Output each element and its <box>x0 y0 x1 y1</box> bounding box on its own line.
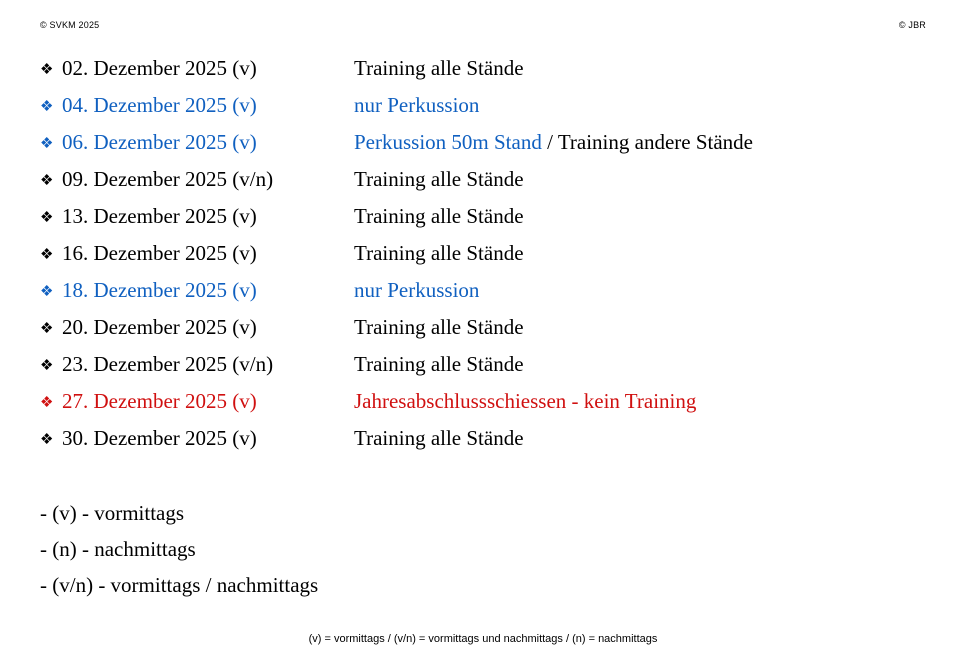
copyright-right: © JBR <box>898 20 926 30</box>
schedule-date: 23. Dezember 2025 (v/n) <box>62 352 274 376</box>
schedule-row <box>40 161 930 198</box>
schedule-description <box>354 309 930 346</box>
bullet-icon: ❖ <box>40 395 54 411</box>
description-segment: Training alle Stände <box>354 426 524 450</box>
description-segment: Training alle Stände <box>354 204 524 228</box>
description-segment: Training alle Stände <box>354 315 524 339</box>
schedule-row <box>40 50 930 87</box>
page-header <box>0 20 966 36</box>
bullet-icon: ❖ <box>40 173 54 189</box>
bullet-icon: ❖ <box>40 99 54 115</box>
legend-line: - (v) - vormittags <box>40 501 185 525</box>
footer-note: (v) = vormittags / (v/n) = vormittags und nachmittags / (n) = nachmittags <box>308 633 658 645</box>
schedule-row <box>40 198 930 235</box>
bullet-icon: ❖ <box>40 284 54 300</box>
bullet-icon: ❖ <box>40 210 54 226</box>
schedule-date: 16. Dezember 2025 (v) <box>62 241 257 265</box>
description-segment: Training alle Stände <box>354 241 524 265</box>
bullet-icon: ❖ <box>40 432 54 448</box>
schedule-date: 30. Dezember 2025 (v) <box>62 426 257 450</box>
schedule-date: 18. Dezember 2025 (v) <box>62 278 257 302</box>
schedule-date: 04. Dezember 2025 (v) <box>62 93 257 117</box>
schedule-description <box>354 346 930 383</box>
description-segment: nur Perkussion <box>354 93 480 117</box>
schedule-description <box>354 124 930 161</box>
description-segment: Training andere Stände <box>557 130 753 154</box>
description-segment: nur Perkussion <box>354 278 480 302</box>
schedule-date: 06. Dezember 2025 (v) <box>62 130 257 154</box>
bullet-icon: ❖ <box>40 321 54 337</box>
legend-line: - (v/n) - vormittags / nachmittags <box>40 573 319 597</box>
schedule-row <box>40 346 930 383</box>
schedule-description <box>354 50 930 87</box>
schedule-date: 20. Dezember 2025 (v) <box>62 315 257 339</box>
schedule-row <box>40 420 930 457</box>
schedule-row <box>40 272 930 309</box>
description-segment: Training alle Stände <box>354 352 524 376</box>
schedule-row <box>40 87 930 124</box>
schedule-description <box>354 383 930 420</box>
schedule-row <box>40 383 930 420</box>
schedule-date: 02. Dezember 2025 (v) <box>62 56 257 80</box>
schedule-date: 09. Dezember 2025 (v/n) <box>62 167 274 191</box>
schedule-list <box>40 50 930 457</box>
schedule-description <box>354 87 930 124</box>
description-segment: Training alle Stände <box>354 167 524 191</box>
copyright-left: © SVKM 2025 <box>40 20 100 30</box>
schedule-description <box>354 235 930 272</box>
schedule-description <box>354 272 930 309</box>
schedule-description <box>354 420 930 457</box>
schedule-description <box>354 161 930 198</box>
schedule-date: 13. Dezember 2025 (v) <box>62 204 257 228</box>
schedule-description <box>354 198 930 235</box>
legend-block <box>40 495 640 603</box>
bullet-icon: ❖ <box>40 358 54 374</box>
description-segment: / <box>541 130 558 154</box>
bullet-icon: ❖ <box>40 136 54 152</box>
description-segment: Perkussion 50m Stand <box>354 130 542 154</box>
legend-line: - (n) - nachmittags <box>40 537 196 561</box>
schedule-row <box>40 309 930 346</box>
description-segment: Training alle Stände <box>354 56 524 80</box>
schedule-date: 27. Dezember 2025 (v) <box>62 389 257 413</box>
bullet-icon: ❖ <box>40 62 54 78</box>
schedule-row <box>40 235 930 272</box>
bullet-icon: ❖ <box>40 247 54 263</box>
schedule-row <box>40 124 930 161</box>
description-segment: Jahresabschlussschiessen - kein Training <box>354 389 697 413</box>
